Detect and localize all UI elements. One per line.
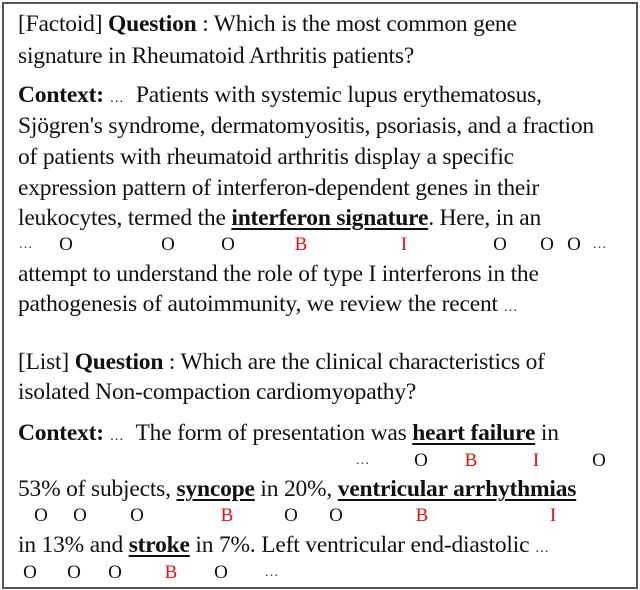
bio-tag-b: B [294,234,308,255]
bio-tag-row [0,450,640,474]
bio-tag-row [0,234,640,258]
bio-tag-b: B [415,505,429,526]
factoid-context-line-2: Sjögren's syndrome, dermatomyositis, psoriasis, and a fraction [18,113,594,139]
factoid-context-line-7: pathogenesis of autoimmunity, we review the recent … [18,291,519,317]
bio-tag-row [0,562,640,586]
bio-tag-o: O [59,234,73,255]
bio-tag-o: O [214,562,228,583]
context-label: Context [18,82,97,108]
question-type-label: [Factoid] [18,11,103,37]
list-context-line-1: Context: … The form of presentation was heart failure in [18,420,559,446]
bio-tag-o: O [493,234,507,255]
bio-tag-o: O [108,562,122,583]
bio-tag-b: B [464,450,478,471]
ellipsis-marker: … [18,237,34,252]
question-text: Which are the clinical characteristics of [180,349,545,375]
context-label: Context [18,420,97,446]
bio-tag-b: B [164,562,178,583]
factoid-context-line-4: expression pattern of interferon-dependent genes in their [18,175,540,201]
list-context-line-3: in 13% and stroke in 7%. Left ventricular end-diastolic … [18,532,550,558]
question-text: Which is the most common gene [213,11,517,37]
question-type-label: [List] [18,349,70,375]
bio-tag-b: B [220,505,234,526]
bio-tag-o: O [567,234,581,255]
bio-tag-o: O [540,234,554,255]
bio-tag-o: O [284,505,298,526]
ellipsis-marker: … [355,453,371,468]
bio-tag-o: O [329,505,343,526]
list-question-line-2: isolated Non-compaction cardiomyopathy? [18,379,417,405]
answer-entity: interferon signature [231,205,429,231]
bio-tag-o: O [130,505,144,526]
factoid-question-line-2: signature in Rheumatoid Arthritis patients? [18,43,415,69]
bio-tag-o: O [34,505,48,526]
bio-tag-o: O [221,234,235,255]
factoid-context-line-1: Context: … Patients with systemic lupus erythematosus, [18,82,542,108]
factoid-context-line-5: leukocytes, termed the interferon signature. Here, in an [18,205,542,231]
factoid-context-line-3: of patients with rheumatoid arthritis display a specific [18,144,514,170]
bio-tag-o: O [414,450,428,471]
bio-tag-o: O [73,505,87,526]
ellipsis-marker: … [592,237,608,252]
list-question-line-1: [List] Question : Which are the clinical characteristics of [18,349,545,375]
bio-tag-o: O [67,562,81,583]
bio-tag-i: I [400,234,408,255]
bio-tag-o: O [161,234,175,255]
bio-tag-o: O [592,450,606,471]
answer-entity: syncope [176,476,255,502]
answer-entity: ventricular arrhythmias [337,476,577,502]
ellipsis-marker: … [264,565,280,580]
question-label: Question [74,349,164,375]
bio-tag-row [0,505,640,529]
question-label: Question [108,11,197,37]
bio-tag-o: O [23,562,37,583]
answer-entity: heart failure [412,420,536,446]
answer-entity: stroke [128,532,190,558]
list-context-line-2: 53% of subjects, syncope in 20%, ventricular arrhythmias [18,476,577,502]
bio-tag-i: I [532,450,540,471]
bio-tag-i: I [549,505,557,526]
factoid-question-line-1: [Factoid] Question : Which is the most common gene [18,11,517,37]
factoid-context-line-6: attempt to understand the role of type I interferons in the [18,261,539,287]
